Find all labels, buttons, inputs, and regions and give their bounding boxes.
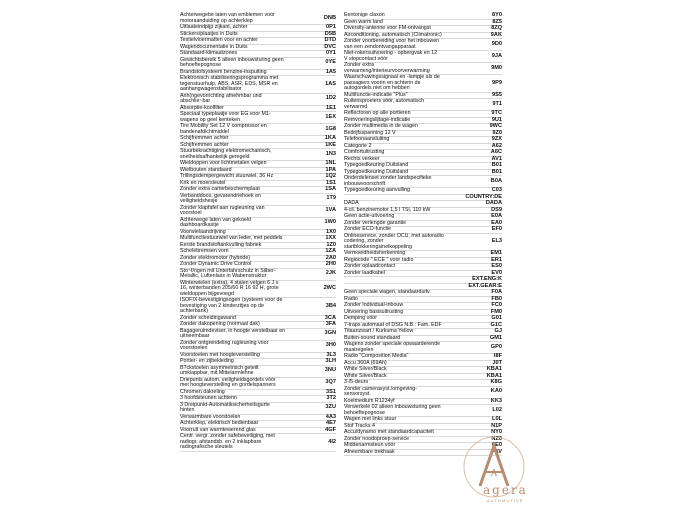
option-code: 1AS [325,80,336,87]
option-code: 1ZA [325,248,336,254]
option-code: 3LH [325,358,336,364]
option-description: Stof Tracks 4 [344,422,375,429]
option-row [180,94,336,106]
option-description: Sto~f/ngen mit Unterfahrschutz in Silber- Metallic, Luftenlass in Wabenstruktur [180,267,276,279]
option-description: Schijfremmen achter [180,141,229,148]
option-description: Multifunctie-indicatie "Plus" [344,91,408,98]
option-description: Zonder extra verwarming/interieurvoorverwarming [344,62,430,74]
option-row [180,434,336,452]
option-row [180,76,336,94]
option-description: Afneembare trekhaak [344,448,395,455]
option-description: Zonder laadkabel [344,269,385,276]
option-code: 1Z0 [326,241,336,248]
option-code: DTD [324,37,336,43]
option-code: FB0 [491,295,502,302]
option-code: 3CA [324,314,336,321]
option-code: L02 [492,406,502,413]
option-code: ER1 [491,256,502,263]
option-description: Wieldoppen voor lichtmetalen velgen [180,160,267,166]
option-description: Accu 360A (69Ah) [344,359,387,366]
option-code: 1E1 [326,104,336,111]
option-description: Vermoeidheidsherkenning [344,250,406,256]
option-code: 4GF [325,426,336,433]
option-code: COUNTRY:DE [465,193,502,200]
option-code: L0L [492,416,502,422]
option-code: 3Q7 [325,379,336,386]
option-description: Demping vóór [344,315,377,321]
option-row [180,366,336,378]
option-row [180,58,336,70]
option-code: NY0 [491,429,502,435]
option-description: Middenarmsteun vóór [344,442,396,448]
option-description: Absorptie-koolfilter [180,104,224,111]
option-description: Multifunctiestuurwiel van leder, met peddels [180,235,283,241]
option-code: KBA1 [486,372,502,379]
option-code: A62 [491,142,502,149]
option-code: 1SA [325,186,336,192]
option-code: 9TC [491,110,502,116]
option-code: 1VA [325,207,336,214]
option-description: Voorruit van warmtewerend glas [180,426,256,433]
option-description: Zonder voorbereiding voor het inbouwen van een zendontvangapparaat [344,38,440,50]
option-code: 9ZX [491,136,502,142]
option-code: EA0 [491,219,502,226]
option-code: 1N3 [325,150,336,157]
option-code: K8G [490,379,502,385]
option-description: Anh(ngevorrichting afnehmbar und abschlie~bar [180,92,262,104]
option-description: Stuurbekrachtiging elektromechanisch, snelheidsafhankelijk geregeld [180,148,272,160]
option-description: DADA [344,200,359,206]
option-description: Zonder extra carterbeschermplaat [180,186,260,192]
option-description: Zonder ECO-functie [344,226,392,232]
option-description: Zonder camerasyst./omgeving- sensorsyst. [344,385,418,397]
option-code: KA0 [490,388,502,395]
option-code: 3NU [324,367,336,374]
option-description: Buiten-sound standaard [344,334,401,341]
option-description: 7-traps automaat of DSG N.B.: Fam. EDF [344,321,442,328]
option-description: Zonder oplaadcontact [344,263,396,269]
option-description: Categorie 2 [344,142,372,149]
option-description: Elektronisch stabiliseringsprogramma met tegenstuurhulp, ABS, ASR, EDS, MSR en aanhangwagenstabilisator [180,75,279,92]
option-row [180,269,336,281]
option-code: KK3 [490,397,502,404]
option-description: Voorwielaandrijving [180,228,226,235]
brand-name: agera [483,483,528,497]
option-description: Geen actie-uitvoering [344,213,395,219]
option-description: Zonder Individual-inbouw [344,302,404,308]
option-description: Uitvoering basisuitrusting [344,308,404,315]
option-code: 2H0 [325,261,336,267]
option-code: 8Y0 [492,12,502,18]
option-code: 9Z0 [492,129,502,136]
option-description: Geen warm land [344,18,383,25]
option-description: 3 Dreipunkt-Automatiksicherheitsgurte hinten [180,401,270,413]
option-code: 2A0 [325,254,336,261]
option-code: E0A [491,213,502,219]
option-code: GM1 [489,334,502,341]
option-code: 1W0 [324,219,336,226]
option-code: FM0 [490,308,502,315]
option-description: Waarschuwingssignaal en -lampje als de passagiers voorin en achterin de autogordels niet om hebben [344,74,440,91]
option-code: EM1 [490,250,502,256]
option-code: 9AK [490,31,502,38]
option-description: Typegoedkeuring aanvulling [344,187,410,193]
option-description: Eerste brandstoftankvulling fabriek [180,241,262,248]
option-code: 1X0 [326,228,336,235]
option-description: Zonder elektromotor (hybride) [180,254,251,261]
option-code: 9P9 [492,79,502,86]
option-description: Trillingsdempergewicht stuurwiel, 36 Hz [180,173,274,179]
option-code: 3GN [324,330,336,337]
option-row [180,218,336,230]
option-description: 3-/5-deurs [344,379,369,385]
option-description: Onderdelenset zonder landspecifieke inbouwvoorschrift [344,175,432,187]
option-description: Rechts verkeer [344,155,380,162]
option-description: Zonder ontgrendeling rugleuning voor voorstoelen [180,339,269,351]
option-code: 8Z5 [492,18,502,25]
option-code: DVC [324,43,336,50]
option-code: DS9 [491,206,502,213]
option-description: Achterklep, elektrisch bedienbaar [180,420,259,426]
option-code: B0A [490,177,502,184]
option-code: EV0 [491,269,502,276]
option-code: 9JA [491,52,502,59]
option-code: 3ZU [325,404,336,411]
option-description: White Silver/Black [344,372,387,379]
option-description: Eentonige claxon [344,12,385,18]
option-description: Speciaal typeplaatje voor EG voor M1- wagens op geel kenteken [180,111,271,123]
option-code: NZ0 [491,435,502,442]
option-description: Winterwielen (extra), 4 stalen velgen 6 J x 16, winterbanden 205/60 R 16 92 H, grote wieldoppen bijgevoegd [180,279,279,297]
option-code: G01 [491,315,502,321]
option-row [180,403,336,415]
option-description: Achterwegebe laten van emblemen voor motoraanduiding op achterklep [180,12,275,24]
option-code: 1T9 [326,195,336,202]
option-code: 0YE [325,59,336,66]
option-code: FC0 [491,302,502,308]
option-code: 3B4 [325,302,336,309]
option-description: Zonder verlengde garantie [344,219,407,226]
option-code: DADA [485,200,502,206]
option-row [180,194,336,206]
option-description: Diversity-antenne voor FM-ontvangst [344,25,431,31]
option-description: Textielvloermatten voor en achter [180,37,259,43]
option-code: C03 [491,187,502,193]
option-code: 4A3 [325,413,336,420]
option-description: Remvoeringslijtage-indicatie [344,116,411,123]
option-description: Wagens zonder speciale opwaarderende maatregelen [344,341,441,353]
option-code: 1KE [325,141,336,148]
option-description: Titaanzwart / Kurkuma Yellow [344,328,414,334]
option-code: 1G8 [325,125,336,132]
option-code: 6E0 [492,442,502,448]
option-description: Zonder Dynamic Drive Control [180,261,252,267]
option-description: Geen speciale wagen, standaarduitv. [344,289,431,295]
option-description: Bagageruimdeviser, in hoogte verstelbaar en uitneembaar [180,327,286,339]
option-code: 0P1 [326,24,336,30]
option-code: 0Y1 [326,50,336,56]
option-description: Airconditioning, automatisch (Climatronic) [344,31,442,38]
option-description: Telefoonaansluiting [344,136,390,142]
option-code: EXT.ENG:K [472,276,502,282]
option-code: 9M0 [491,64,502,71]
option-code: 4E7 [326,420,336,426]
option-code: EXT.GEAR:E [468,282,502,289]
option-description: Zonder scheidingswand [180,314,236,321]
option-description: Uitlaateindpijp zijkant, achter [180,24,248,30]
option-code: EF0 [491,226,502,232]
option-code: 1EX [325,113,336,120]
option-row [180,298,336,316]
option-code: 1PA [325,166,336,173]
option-code: N1P [491,422,502,429]
option-description: Verwarmbare voorstoelen [180,413,241,420]
option-description: White Silver/Black [344,366,387,372]
option-description: 3 hoofdsteunen achtenn [180,395,237,401]
option-description: ISOFIX-bevestigingsogen (systeem voor de bevestiging van 2 kinderzitjes op de achterbank) [180,297,283,314]
option-description: Portier- en zijbekleding [180,358,234,364]
option-description: Verwerkelé 02 alleen inbouwsturing geen behoeftepognose [344,404,441,416]
option-description: Bedrijfsspanning 12 V [344,129,396,136]
option-code: 3L3 [326,351,336,358]
option-code: 3S1 [326,388,336,395]
option-code: B01 [491,168,502,175]
option-code: AV1 [491,155,502,162]
option-row [180,206,336,218]
option-row [180,281,336,299]
options-column-right [344,13,502,456]
option-row [344,234,502,252]
option-code: B01 [491,162,502,168]
option-description: Brandstofsysteem benzine-inspuiting [180,68,267,75]
option-description: Wagen met links stuur [344,416,397,422]
option-description: Zonder multimedia in de wagen [344,123,418,129]
option-description: Schijfremmen achter [180,135,229,141]
brand-tagline: AUTOMOTIVE [487,498,524,503]
option-code: D5B [324,30,336,37]
option-code: 9T1 [492,100,502,107]
option-code: 9S5 [492,91,502,98]
option-description: Zonder dakopening (normaal dak) [180,321,260,327]
option-code: 8ZQ [491,25,502,31]
option-code: F0A [491,289,502,295]
option-code: 2WC [323,285,336,291]
option-code: 9U1 [491,116,502,123]
option-code: 1A5 [325,68,336,75]
option-code: 4I2 [328,438,336,445]
option-description: Tire Mobility Set 12 V compressor en bandenafdichtmiddel [180,123,267,135]
option-code: 1Q2 [325,173,336,179]
option-description: Centr. vergr. zonder safebeveiliging, met radiogr. afstandsb. en 2 inklapbare radiografische sleutels [180,433,275,450]
option-description: Achterwege laten van gekoeld dashboardkastje [180,216,251,228]
option-code: 1NL [325,160,336,166]
option-description: Chromen dakreling [180,388,225,395]
option-row [344,75,502,93]
option-code: A6C [490,149,502,155]
option-description: Zonder klapfafel aan rugleuning van voorstoel [180,204,265,216]
option-description: Driepunts autom. veiligheidsgordels vóór met hoogteverstelling en gordelspanners [180,376,276,388]
options-column-left [180,13,336,452]
option-description: Verbanddoos, gevarendriehoek en veiligheidshesje [180,192,261,204]
option-code: 3T2 [326,395,336,401]
option-code: ES0 [491,263,502,269]
option-row [180,341,336,353]
option-code: KBA1 [486,366,502,372]
option-code: 3H0 [325,342,336,349]
option-code: J0T [492,359,502,366]
option-code: GP0 [490,343,502,350]
logo-mark: A [490,469,498,479]
option-code: 9WC [489,123,502,129]
option-code: GJ [494,328,502,334]
option-description: Ruitensproeiers vóór, automatisch verwarmd [344,98,425,110]
option-description: Wielbouten standaard [180,166,232,173]
option-description: Radio [344,295,358,302]
option-description: Gewichtsbereik 5 alleen inbouwsturing geen behoeftepognose [180,56,284,68]
option-code: 1XX [325,235,336,241]
option-description: Schelebremsen vorn [180,248,229,254]
option-description: Stickers/plaatjes in Duits [180,30,238,37]
option-row [344,387,502,399]
option-code: 1KA [324,135,336,141]
option-description: Radio "Composition Media" [344,353,409,359]
option-description: Standaard-klimaatzones [180,50,238,56]
option-description: Onlineservice, zonder OCU, met autoradio codering, zonder startblokkeringsinelkoppeling [344,232,444,250]
option-description: Wagendocumentatie in Duits [180,43,248,50]
option-description: Comfortuitrusting [344,149,385,155]
option-code: DNB [323,14,336,21]
option-description: Accu/dynamo met standaardcapaciteit [344,429,434,435]
option-description: Krik en moersleutel [180,179,226,186]
option-code: 1D2 [325,95,336,102]
option-description: 4-cil. benzinemotor 1,5 l TSI, 110 kW [344,206,431,213]
option-code: 2JK [325,270,336,277]
option-description: B?ckstoelen asymmetrisch geteilt umklappbar, mit Mittelarmlehne [180,364,259,376]
option-description: Zonder noodoproep-service [344,435,410,442]
option-description: Typegoedkeuring Duitsland [344,168,409,175]
option-code: 3FA [325,321,336,327]
option-description: Niet-rokersuitvoering - opbergvak en 12 V stopcontact vóór [344,50,438,62]
option-code: EL3 [491,238,502,244]
option-code: 1S1 [326,179,336,186]
option-code: FAV [491,448,502,455]
option-description: Koelmedium R1234yf [344,397,395,404]
option-row [180,378,336,390]
option-code: 9D0 [491,40,502,47]
option-description: Voorstoelen met hoogteverstelling [180,351,260,358]
option-description: Typegoedkeuring Duitsland [344,162,409,168]
option-description: Reflectoren op alle portieren [344,110,411,116]
option-description: Regiocode " ECE " voor radio [344,256,414,263]
option-code: I8F [493,353,502,359]
option-row [180,329,336,341]
option-code: G1C [490,321,502,328]
